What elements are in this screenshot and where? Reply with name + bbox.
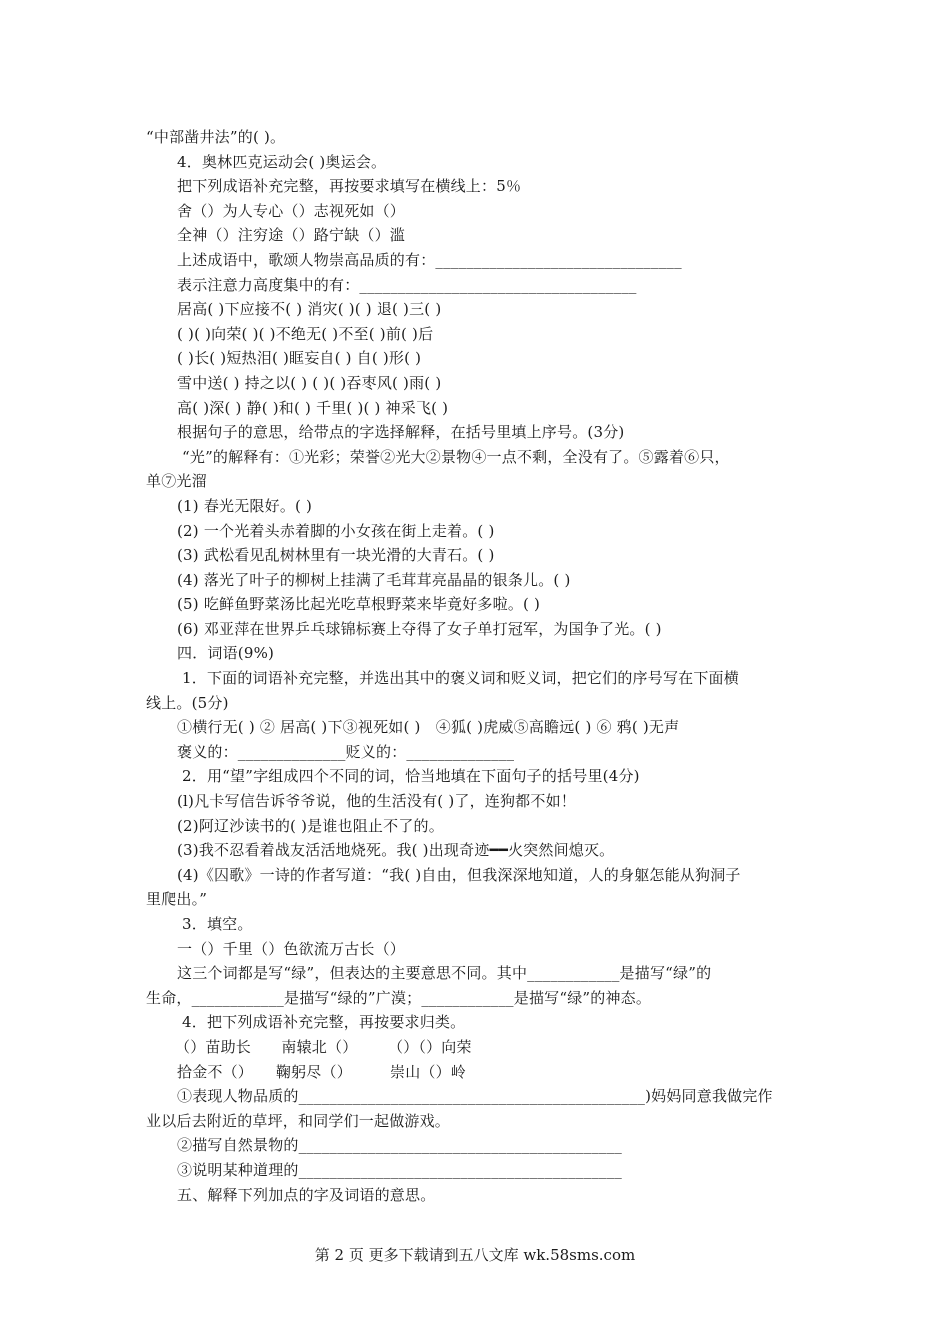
text-line: 褒义的：______________贬义的：______________ (177, 742, 515, 761)
section-heading: 四．词语(9%) (177, 644, 275, 663)
text-line: 3．填空。 (182, 915, 253, 933)
text-line: 一（）千里（）色欲流万古长（） (177, 939, 406, 958)
text-line: 4．奥林匹克运动会( )奥运会。 (177, 152, 387, 171)
text-line: (2) 一个光着头赤着脚的小女孩在街上走着。( ) (177, 521, 495, 540)
text-line: 拾金不（） 鞠躬尽（） 崇山（）岭 (177, 1062, 467, 1081)
text-line: 业以后去附近的草坪，和同学们一起做游戏。 (146, 1111, 451, 1130)
text-line: ( )( )向荣( )( )不绝无( )不至( )前( )后 (177, 324, 434, 343)
text-line: 雪中送( ) 持之以( ) ( )( )吞枣风( )雨( ) (177, 373, 442, 392)
text-line: 2．用“望”字组成四个不同的词，恰当地填在下面句子的括号里(4分) (182, 767, 640, 786)
text-line: “中部凿井法”的( )。 (146, 128, 286, 146)
document-body (146, 125, 806, 1207)
text-line: (1) 春光无限好。( ) (177, 496, 313, 515)
text-line: 线上。(5分) (146, 693, 229, 712)
text-line: ( )长( )短热泪( )眶妄自( ) 自( )形( ) (177, 349, 422, 368)
text-line: 生命，____________是描写“绿的”广漠；____________是描写“绿”的神态。 (146, 988, 652, 1007)
text-line: 这三个词都是写“绿”，但表达的主要意思不同。其中____________是描写“绿”的 (177, 964, 712, 983)
text-line: 高( )深( ) 静( )和( ) 千里( )( ) 神采飞( ) (177, 398, 449, 417)
text-line: 把下列成语补充完整，再按要求填写在横线上：5％ (177, 177, 522, 196)
text-line: (3)我不忍看着战友活活地烧死。我( )出现奇迹━━火突然间熄灭。 (177, 841, 615, 860)
text-line: （）苗助长 南辕北（） （）（）向荣 (175, 1037, 472, 1056)
text-line: 舍（）为人专心（）志视死如（） (177, 201, 406, 220)
text-line: “光”的解释有：①光彩；荣誉②光大②景物④一点不剩，全没有了。⑤露着⑥只， (182, 447, 730, 466)
text-line: (4)《囚歌》一诗的作者写道：“我( )自由，但我深深地知道，人的身躯怎能从狗洞子 (177, 865, 741, 884)
text-line: 1．下面的词语补充完整，并选出其中的褒义词和贬义词，把它们的序号写在下面横 (182, 669, 739, 688)
text-line: (6) 邓亚萍在世界乒乓球锦标赛上夺得了女子单打冠军，为国争了光。( ) (177, 619, 662, 638)
text-line: (5) 吃鲜鱼野菜汤比起光吃草根野菜来毕竟好多啦。( ) (177, 595, 541, 614)
text-line: ①表现人物品质的_____________________________________________)妈妈同意我做完作 (177, 1087, 773, 1106)
text-line: (l)凡卡写信告诉爷爷说，他的生活没有( )了，连狗都不如！ (177, 792, 576, 811)
text-line: (4) 落光了叶子的柳树上挂满了毛茸茸亮晶晶的银条儿。( ) (177, 570, 571, 589)
text-line: 居高( )下应接不( ) 消灾( )( ) 退( )三( ) (177, 300, 442, 319)
text-line: (3) 武松看见乱树林里有一块光滑的大青石。( ) (177, 546, 495, 565)
text-line: 单⑦光溜 (146, 472, 207, 491)
page-footer: 第 2 页 更多下载请到五八文库 wk.58sms.com (314, 1246, 636, 1264)
text-line: ③说明某种道理的__________________________________________ (177, 1160, 623, 1179)
text-line: 表示注意力高度集中的有：____________________________________ (177, 275, 637, 294)
text-line: ②描写自然景物的__________________________________________ (177, 1136, 623, 1155)
text-line: 上述成语中，歌颂人物崇高品质的有：________________________________ (177, 250, 682, 269)
text-line: 全神（）注穷途（）路宁缺（）滥 (177, 226, 406, 245)
text-line: 根据句子的意思，给带点的字选择解释，在括号里填上序号。(3分) (177, 423, 625, 442)
text-line: 4．把下列成语补充完整，再按要求归类。 (182, 1013, 466, 1032)
text-line: (2)阿辽沙读书的( )是谁也阻止不了的。 (177, 816, 444, 835)
section-heading: 五、解释下列加点的字及词语的意思。 (177, 1185, 436, 1204)
text-line: ①横行无( ) ② 居高( )下③视死如( ) ④狐( )虎威⑤高瞻远( ) ⑥ 鸦( )无声 (177, 718, 680, 737)
text-line: 里爬出。” (146, 890, 208, 909)
